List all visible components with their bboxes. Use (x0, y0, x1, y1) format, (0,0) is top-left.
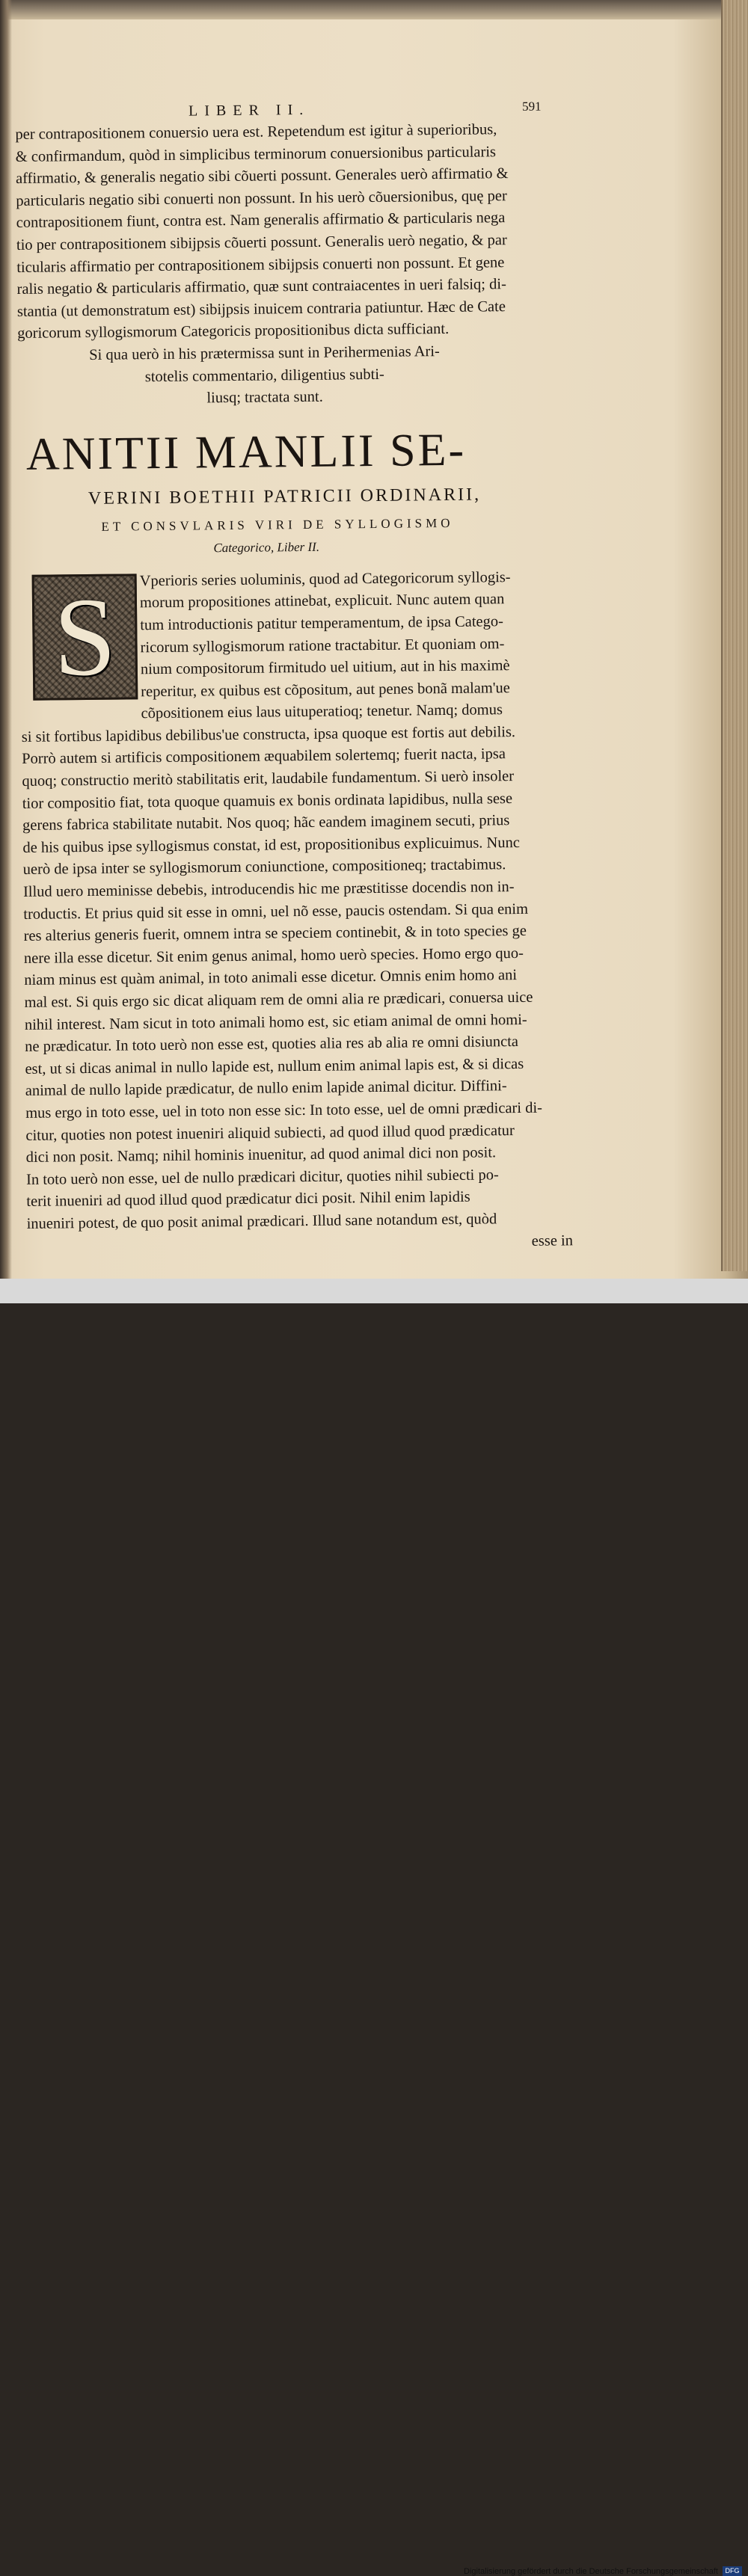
tail-line: Si qua uerò in his prætermissa sunt in Perihermenias Ari- (89, 343, 440, 363)
page-top-shadow (0, 0, 748, 19)
text-line: tum introductionis patitur temperamentum, de ipsa Catego- (140, 613, 504, 634)
footer-bar (0, 1279, 748, 2576)
chapter-title-line2: VERINI BOETHII PATRICII ORDINARII, (88, 485, 482, 508)
text-line: particularis negatio sibi conuerti non possunt. In his uerò cõuersionibus, quę per (16, 187, 507, 209)
text-line: per contrapositionem conuersio uera est. Repetendum est igitur à superioribus, (15, 121, 497, 143)
text-line: Illud uero meminisse debebis, introducendis hic me præstitisse docendis non in- (22, 879, 515, 900)
text-line: terit inueniri ad quod illud quod prædicatur dici posit. Nihil enim lapidis (26, 1189, 470, 1211)
text-line: de his quibus ipse syllogismus constat, id est, propositionibus explicuimus. Nunc (22, 834, 521, 856)
tail-line: liusq; tractata sunt. (206, 388, 323, 407)
catchword: esse in (531, 1232, 574, 1249)
text-line: citur, quoties non potest inueniri aliquid subiecti, ad quod illud quod prædicatur (25, 1122, 515, 1144)
tail-line: stotelis commentario, diligentius subti- (144, 366, 384, 385)
text-line: ralis negatio & particularis affirmatio, quæ sunt contraiacentes in ueri falsiq; di- (16, 276, 506, 298)
text-line: res alterius generis fuerit, omnem intra se speciem continebit, & in toto species ge (23, 923, 527, 945)
binding-gutter (0, 0, 12, 1303)
text-line: animal de nullo lapide prædicatur, de nullo enim lapide animal dicitur. Diffini- (25, 1078, 507, 1100)
text-line: niam minus est quàm animal, in toto animali esse dicetur. Omnis enim homo ani (24, 967, 518, 989)
text-line: inueniri potest, de quo posit animal prædicari. Illud sane notandum est, quòd (26, 1211, 497, 1232)
text-line: dici non posit. Namq; nihil hominis inuenitur, ad quod animal dici non posit. (25, 1144, 497, 1166)
text-line: reperitur, ex quibus est cõpositum, aut penes bonã malam'ue (141, 679, 510, 700)
initial-letter: S (52, 574, 117, 700)
text-line: troductis. Et prius quid sit esse in omni, uel nõ esse, paucis ostendam. Si qua enim (23, 900, 529, 923)
chapter-title-line3: ET CONSVLARIS VIRI DE SYLLOGISMO (101, 515, 454, 534)
text-line: cõpositionem eius laus uituperatioq; tenetur. Namq; domus (141, 701, 503, 722)
chapter-title-large: ANITII MANLII SE- (25, 424, 467, 480)
printed-page (15, 99, 580, 1258)
dfg-logo-icon: DFG (723, 2566, 742, 2576)
page-edge-stack (721, 0, 748, 1271)
text-line: goricorum syllogismorum Categoricis propositionibus dicta sufficiant. (17, 321, 450, 342)
funding-credit: Digitalisierung gefördert durch die Deutsche Forschungsgemeinschaft (464, 2567, 718, 2576)
text-line: ticularis affirmatio per contrapositionem sibijpsis conuerti non possunt. Et gene (16, 253, 505, 276)
body-text (20, 566, 581, 1258)
text-line: affirmatio, & generalis negatio sibi cõuerti possunt. Generales uerò affirmatio & (15, 165, 509, 188)
folio-number: 591 (521, 99, 542, 114)
closing-paragraph (15, 118, 571, 411)
text-line: In toto uerò non esse, uel de nullo prædicari dicitur, quoties nihil subiecti po- (25, 1166, 499, 1188)
text-line: si sit fortibus lapidibus debilibus'ue constructa, ipsa quoque est fortis aut debilis. (21, 723, 516, 746)
text-line: est, ut si dicas animal in nullo lapide est, nullum enim animal lapis est, & si dicas (25, 1055, 524, 1078)
text-line: morum propositiones attinebat, explicuit. Nunc autem quan (139, 591, 505, 612)
text-line: mus ergo in toto esse, uel in toto non esse sic: In toto esse, uel de omni prædicari di- (25, 1099, 543, 1122)
text-line: contrapositionem fiunt, contra est. Nam generalis affirmatio & particularis nega (16, 209, 506, 232)
running-head-title: LIBER II. (188, 101, 310, 120)
decorated-initial (32, 574, 138, 700)
text-line: nihil interest. Nam sicut in toto animali homo est, sic etiam animal de omni homi- (24, 1011, 527, 1033)
text-line: Vperioris series uoluminis, quod ad Categoricorum syllogis- (139, 568, 511, 590)
text-line: Porrò autem si artificis compositionem æquabilem solertemq; fuerit nacta, ipsa (22, 746, 506, 768)
chapter-subtitle: Categorico, Liber II. (213, 539, 320, 555)
text-line: mal est. Si quis ergo sic dicat aliquam rem de omni alia re prædicari, conuersa uice (24, 989, 533, 1011)
text-line: stantia (ut demonstratum est) sibijpsis inuicem contraria patiuntur. Hæc de Cate (16, 298, 506, 320)
text-line: ricorum syllogismorum ratione tractabitur. Et quoniam om- (140, 635, 505, 656)
text-line: nium compositorum firmitudo uel uitium, aut in his maximè (140, 657, 510, 678)
text-line: & confirmandum, quòd in simplicibus terminorum conuersionibus particularis (15, 143, 497, 165)
text-line: gerens fabrica stabilitate nutabit. Nos quoq; hãc eandem imaginem secuti, prius (22, 812, 510, 834)
text-line: quoq; constructio meritò stabilitatis erit, laudabile fundamentum. Si uerò insoler (22, 768, 515, 790)
text-line: tio per contrapositionem sibijpsis cõuerti possunt. Generalis uerò negatio, & par (16, 232, 507, 253)
text-line: nere illa esse dicetur. Sit enim genus animal, homo uerò species. Homo ergo quo- (23, 944, 524, 967)
text-line: uerò de ipsa inter se syllogismorum coniunctione, compositioneq; tractabimus. (22, 856, 506, 879)
text-line: tior compositio fiat, tota quoque quamuis ex bonis ordinata lapidibus, nulla sese (22, 790, 513, 812)
text-line: ne prædicatur. In toto uerò non esse est, quoties alia res ab alia re omni disiuncta (25, 1033, 519, 1056)
